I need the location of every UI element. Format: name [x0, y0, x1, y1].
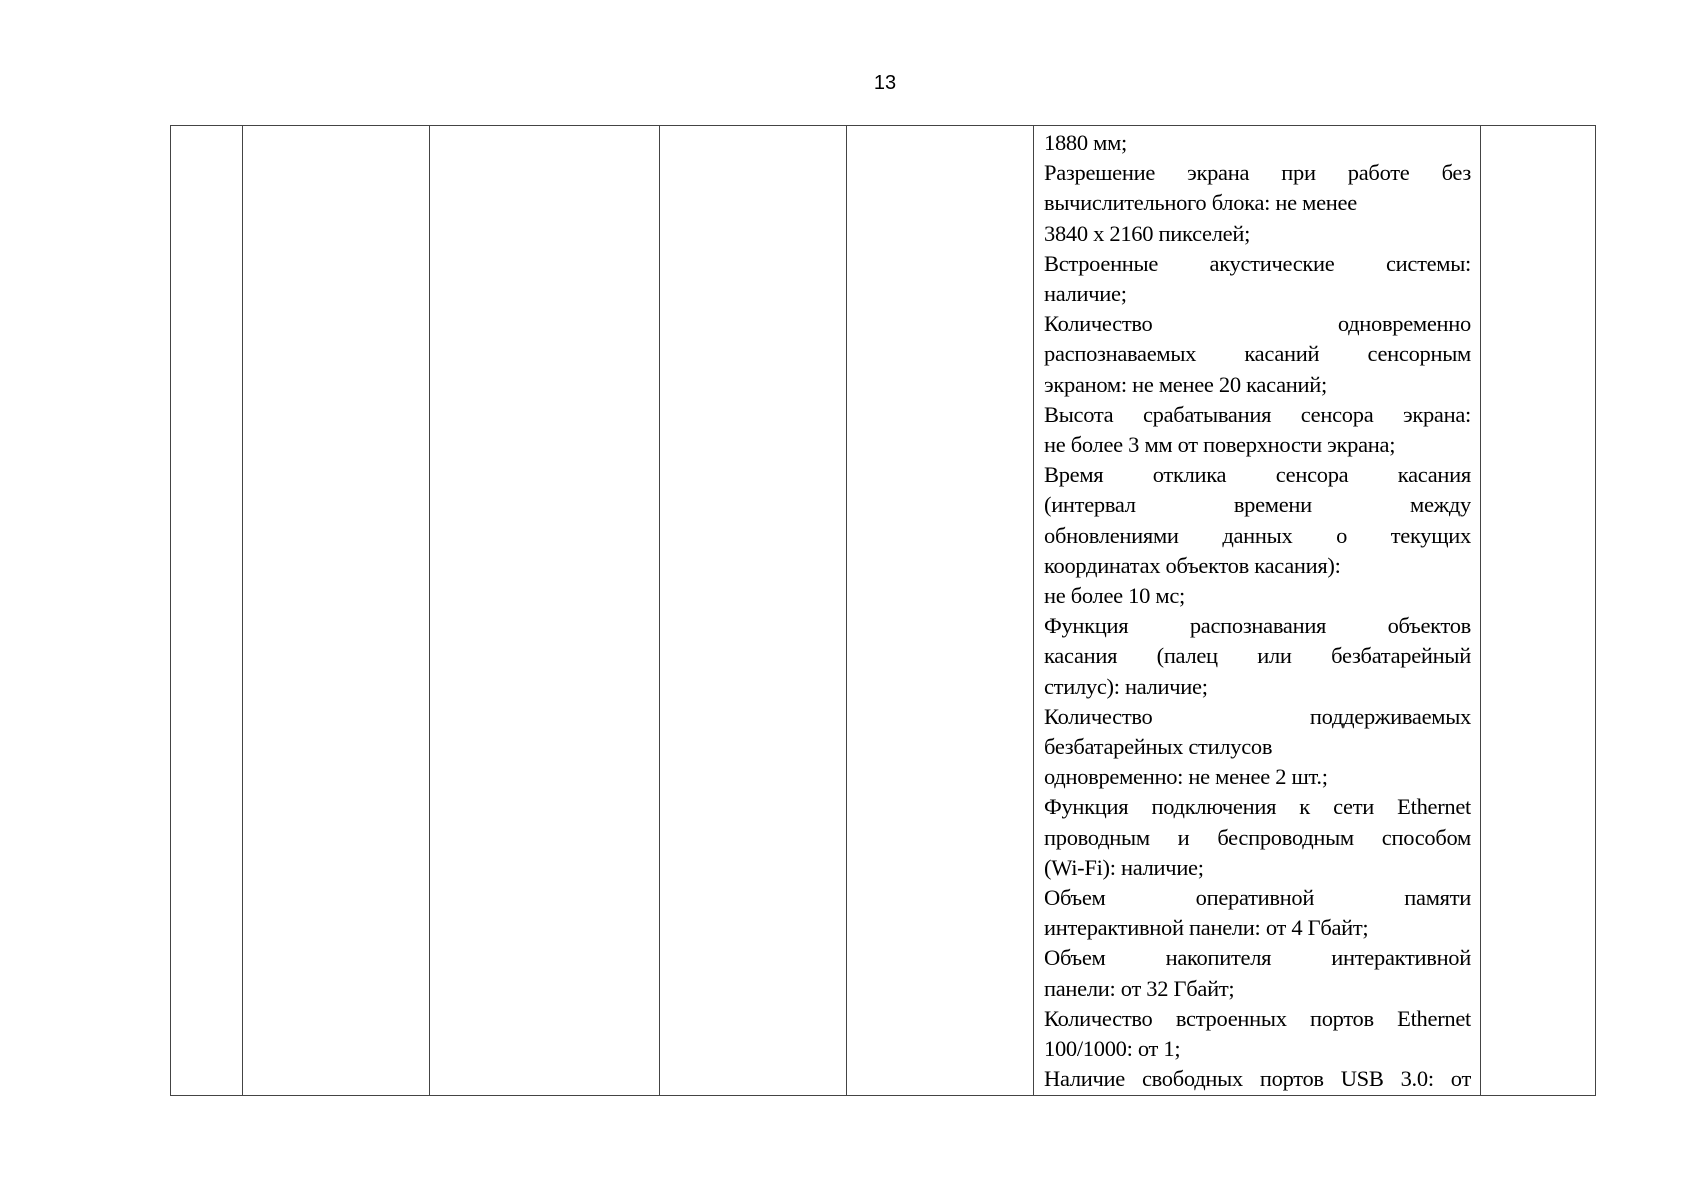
- spec-line: стилус): наличие;: [1044, 673, 1208, 699]
- spec-word: Функция: [1044, 794, 1129, 820]
- spec-line: [1044, 158, 1471, 188]
- spec-line: [1044, 1064, 1471, 1094]
- spec-line: 100/1000: от 1;: [1044, 1036, 1181, 1062]
- spec-word: объектов: [1387, 613, 1471, 639]
- spec-word: оперативной: [1195, 885, 1315, 911]
- spec-word: времени: [1233, 492, 1312, 518]
- spec-word: сенсора: [1300, 401, 1374, 427]
- spec-word: сенсорным: [1367, 341, 1471, 367]
- spec-word: встроенных: [1175, 1005, 1287, 1031]
- spec-word: безбатарейный: [1331, 643, 1471, 669]
- spec-word: Количество: [1044, 1005, 1153, 1031]
- spec-word: (палец: [1156, 643, 1218, 669]
- spec-line: [1044, 249, 1471, 279]
- spec-line: [1044, 823, 1471, 853]
- spec-word: Наличие: [1044, 1066, 1125, 1092]
- spec-word: Количество: [1044, 703, 1153, 729]
- spec-word: экрана:: [1402, 401, 1471, 427]
- empty-cell-col2: [243, 126, 430, 1096]
- spec-word: распознаваемых: [1044, 341, 1197, 367]
- spec-word: Высота: [1044, 401, 1114, 427]
- spec-word: данных: [1222, 522, 1293, 548]
- spec-line: [1044, 641, 1471, 671]
- spec-word: между: [1410, 492, 1471, 518]
- specification-table: [170, 125, 1596, 1096]
- spec-word: касания: [1397, 462, 1471, 488]
- page-number-text: 13: [873, 72, 897, 94]
- page-number: [0, 72, 1698, 95]
- empty-cell-col7: [1481, 126, 1596, 1096]
- spec-word: Функция: [1044, 613, 1129, 639]
- spec-word: (интервал: [1044, 492, 1136, 518]
- spec-word: от: [1450, 1066, 1471, 1092]
- spec-word: срабатывания: [1142, 401, 1272, 427]
- spec-word: Разрешение: [1044, 160, 1156, 186]
- spec-word: акустические: [1209, 250, 1335, 276]
- spec-word: сенсора: [1275, 462, 1349, 488]
- specification-cell: [1034, 126, 1481, 1096]
- spec-line: координатах объектов касания):: [1044, 552, 1341, 578]
- spec-line: [1044, 309, 1471, 339]
- spec-word: текущих: [1390, 522, 1471, 548]
- specification-text: [1044, 128, 1471, 1095]
- spec-line: [1044, 400, 1471, 430]
- table-row: [171, 126, 1596, 1096]
- spec-word: экрана: [1187, 160, 1250, 186]
- spec-word: сети: [1333, 794, 1375, 820]
- spec-line: [1044, 883, 1471, 913]
- spec-line: экраном: не менее 20 касаний;: [1044, 371, 1327, 397]
- spec-line: вычислительного блока: не менее: [1044, 190, 1357, 216]
- spec-word: портов: [1259, 1066, 1324, 1092]
- spec-line: 1880 мм;: [1044, 130, 1127, 155]
- spec-word: подключения: [1151, 794, 1277, 820]
- spec-word: проводным: [1044, 824, 1150, 850]
- spec-word: одновременно: [1337, 311, 1471, 337]
- spec-word: накопителя: [1165, 945, 1272, 971]
- spec-line: [1044, 339, 1471, 369]
- spec-word: USB: [1340, 1066, 1384, 1092]
- spec-line: панели: от 32 Гбайт;: [1044, 975, 1235, 1001]
- spec-word: работе: [1347, 160, 1410, 186]
- spec-line: одновременно: не менее 2 шт.;: [1044, 764, 1328, 790]
- spec-word: или: [1257, 643, 1292, 669]
- spec-line: [1044, 521, 1471, 551]
- spec-line: (Wi-Fi): наличие;: [1044, 854, 1204, 880]
- spec-word: о: [1336, 522, 1348, 548]
- spec-word: Встроенные: [1044, 250, 1159, 276]
- spec-word: Время: [1044, 462, 1104, 488]
- spec-line: [1044, 490, 1471, 520]
- spec-line: не более 10 мс;: [1044, 583, 1185, 609]
- spec-word: способом: [1381, 824, 1471, 850]
- spec-word: касания: [1044, 643, 1118, 669]
- spec-word: к: [1299, 794, 1310, 820]
- spec-word: Количество: [1044, 311, 1153, 337]
- spec-word: интерактивной: [1331, 945, 1471, 971]
- empty-cell-col5: [847, 126, 1034, 1096]
- spec-word: отклика: [1152, 462, 1227, 488]
- spec-word: системы:: [1385, 250, 1471, 276]
- spec-word: Объем: [1044, 945, 1106, 971]
- spec-word: обновлениями: [1044, 522, 1179, 548]
- spec-word: памяти: [1404, 885, 1471, 911]
- empty-cell-col3: [430, 126, 660, 1096]
- spec-word: Ethernet: [1397, 1005, 1471, 1031]
- empty-cell-number: [171, 126, 243, 1096]
- spec-word: беспроводным: [1217, 824, 1354, 850]
- spec-word: поддерживаемых: [1309, 703, 1471, 729]
- spec-word: Ethernet: [1397, 794, 1471, 820]
- spec-line: [1044, 460, 1471, 490]
- spec-word: свободных: [1141, 1066, 1243, 1092]
- spec-word: без: [1441, 160, 1471, 186]
- spec-line: [1044, 611, 1471, 641]
- spec-line: [1044, 943, 1471, 973]
- spec-word: при: [1281, 160, 1316, 186]
- spec-line: не более 3 мм от поверхности экрана;: [1044, 432, 1396, 458]
- spec-word: 3.0:: [1400, 1066, 1434, 1092]
- spec-word: распознавания: [1189, 613, 1327, 639]
- spec-word: портов: [1309, 1005, 1374, 1031]
- spec-line: наличие;: [1044, 281, 1127, 307]
- spec-word: Объем: [1044, 885, 1106, 911]
- spec-line: интерактивной панели: от 4 Гбайт;: [1044, 915, 1369, 941]
- spec-word: касаний: [1244, 341, 1320, 367]
- spec-line: безбатарейных стилусов: [1044, 734, 1273, 760]
- spec-line: 3840 x 2160 пикселей;: [1044, 220, 1251, 246]
- spec-line: [1044, 792, 1471, 822]
- spec-line: [1044, 1004, 1471, 1034]
- empty-cell-col4: [660, 126, 847, 1096]
- spec-word: и: [1177, 824, 1190, 850]
- spec-line: [1044, 702, 1471, 732]
